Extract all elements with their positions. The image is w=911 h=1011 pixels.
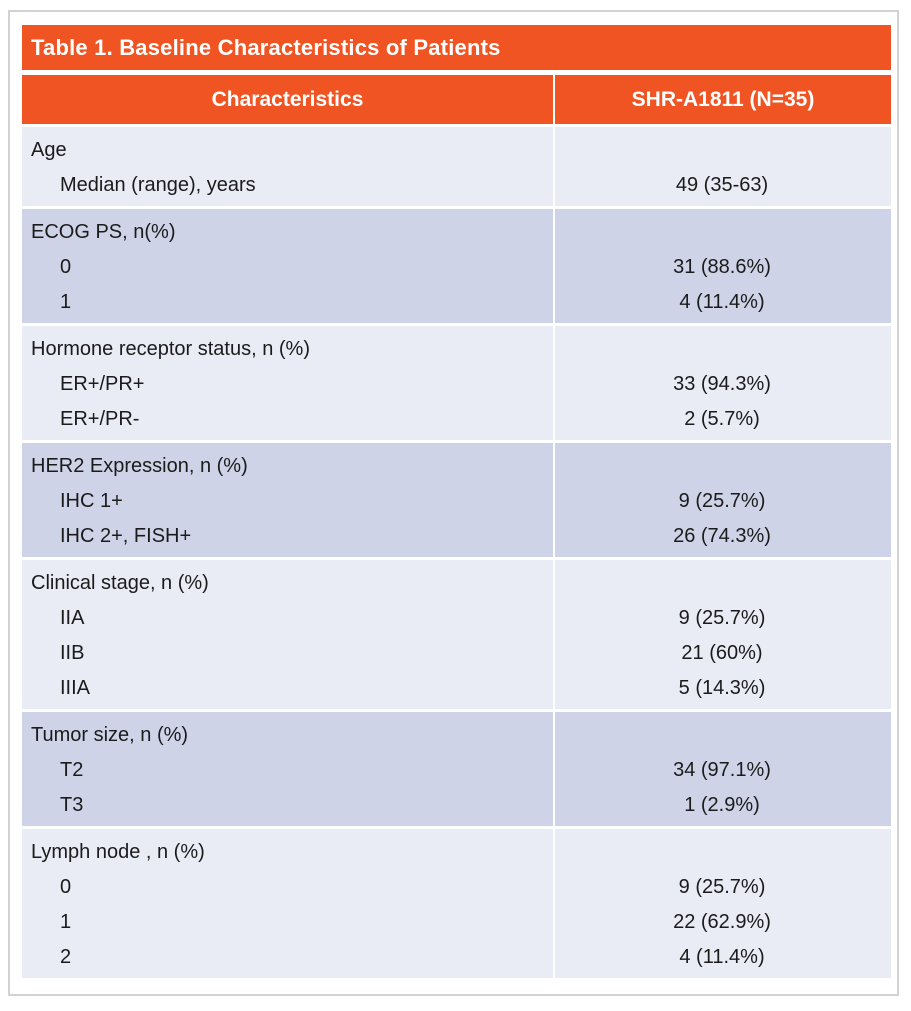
row-label: Age: [31, 139, 67, 161]
table-row: [22, 367, 891, 402]
row-value: 31 (88.6%): [673, 256, 771, 278]
row-label: 1: [60, 911, 72, 933]
table-row: [22, 870, 891, 905]
table-row: [22, 519, 891, 554]
row-value: 4 (11.4%): [679, 946, 765, 968]
row-label: IHC 2+, FISH+: [60, 525, 192, 547]
row-value: [553, 718, 891, 753]
table-row: [22, 788, 891, 823]
section-header-row: [22, 215, 891, 250]
row-label: T2: [60, 759, 84, 781]
row-label: ECOG PS, n(%): [31, 221, 176, 243]
baseline-characteristics-table: [22, 25, 891, 978]
section-header-row: [22, 332, 891, 367]
row-value: 26 (74.3%): [673, 525, 771, 547]
row-label: Median (range), years: [60, 174, 256, 196]
section-header-row: [22, 718, 891, 753]
row-label: ER+/PR-: [60, 408, 140, 430]
column-divider: [553, 127, 555, 978]
section-header-row: [22, 566, 891, 601]
table-row: [22, 168, 891, 203]
row-label: ER+/PR+: [60, 373, 145, 395]
row-value: [553, 133, 891, 168]
row-label: Clinical stage, n (%): [31, 572, 209, 594]
row-value: 2 (5.7%): [684, 408, 760, 430]
table-row: [22, 671, 891, 706]
table-row: [22, 250, 891, 285]
row-label: T3: [60, 794, 84, 816]
row-value: 9 (25.7%): [678, 607, 766, 629]
section-header-row: [22, 133, 891, 168]
row-value: 1 (2.9%): [684, 794, 760, 816]
row-value: 49 (35-63): [675, 174, 769, 196]
table-section: [22, 560, 891, 709]
row-label: Tumor size, n (%): [31, 724, 189, 746]
row-label: Lymph node , n (%): [31, 841, 205, 863]
row-value: 5 (14.3%): [678, 677, 766, 699]
table-row: [22, 905, 891, 940]
table-row: [22, 940, 891, 975]
table-frame: [8, 10, 899, 996]
row-value: 4 (11.4%): [679, 291, 765, 313]
section-header-row: [22, 835, 891, 870]
row-label: 1: [60, 291, 72, 313]
row-value: 9 (25.7%): [678, 490, 766, 512]
row-value: 9 (25.7%): [678, 876, 766, 898]
table-row: [22, 601, 891, 636]
table-title-bar: [22, 25, 891, 70]
table-section: [22, 712, 891, 826]
column-header-characteristics: Characteristics: [22, 75, 553, 124]
row-value: [553, 449, 891, 484]
row-label: 0: [60, 876, 72, 898]
row-label: IIA: [60, 607, 85, 629]
table-row: [22, 285, 891, 320]
table-row: [22, 402, 891, 437]
table-title: Table 1. Baseline Characteristics of Patients: [31, 34, 501, 60]
table-section: [22, 443, 891, 557]
row-label: IIB: [60, 642, 85, 664]
row-value: [553, 215, 891, 250]
table-row: [22, 484, 891, 519]
table-section: [22, 829, 891, 978]
row-label: HER2 Expression, n (%): [31, 455, 248, 477]
row-value: [553, 835, 891, 870]
row-label: 2: [60, 946, 72, 968]
row-label: IHC 1+: [60, 490, 123, 512]
row-value: [553, 566, 891, 601]
row-label: 0: [60, 256, 72, 278]
table-section: [22, 326, 891, 440]
row-value: 22 (62.9%): [673, 911, 771, 933]
row-value: 34 (97.1%): [673, 759, 771, 781]
row-label: Hormone receptor status, n (%): [31, 338, 310, 360]
column-header-shr-a1811: SHR-A1811 (N=35): [555, 75, 891, 124]
row-value: 33 (94.3%): [673, 373, 771, 395]
table-row: [22, 636, 891, 671]
table-row: [22, 753, 891, 788]
row-value: [553, 332, 891, 367]
row-label: IIIA: [60, 677, 91, 699]
table-section: [22, 209, 891, 323]
table-section: [22, 127, 891, 206]
section-header-row: [22, 449, 891, 484]
row-value: 21 (60%): [681, 642, 763, 664]
table-header-row: [22, 75, 891, 124]
table-body: [22, 127, 891, 978]
